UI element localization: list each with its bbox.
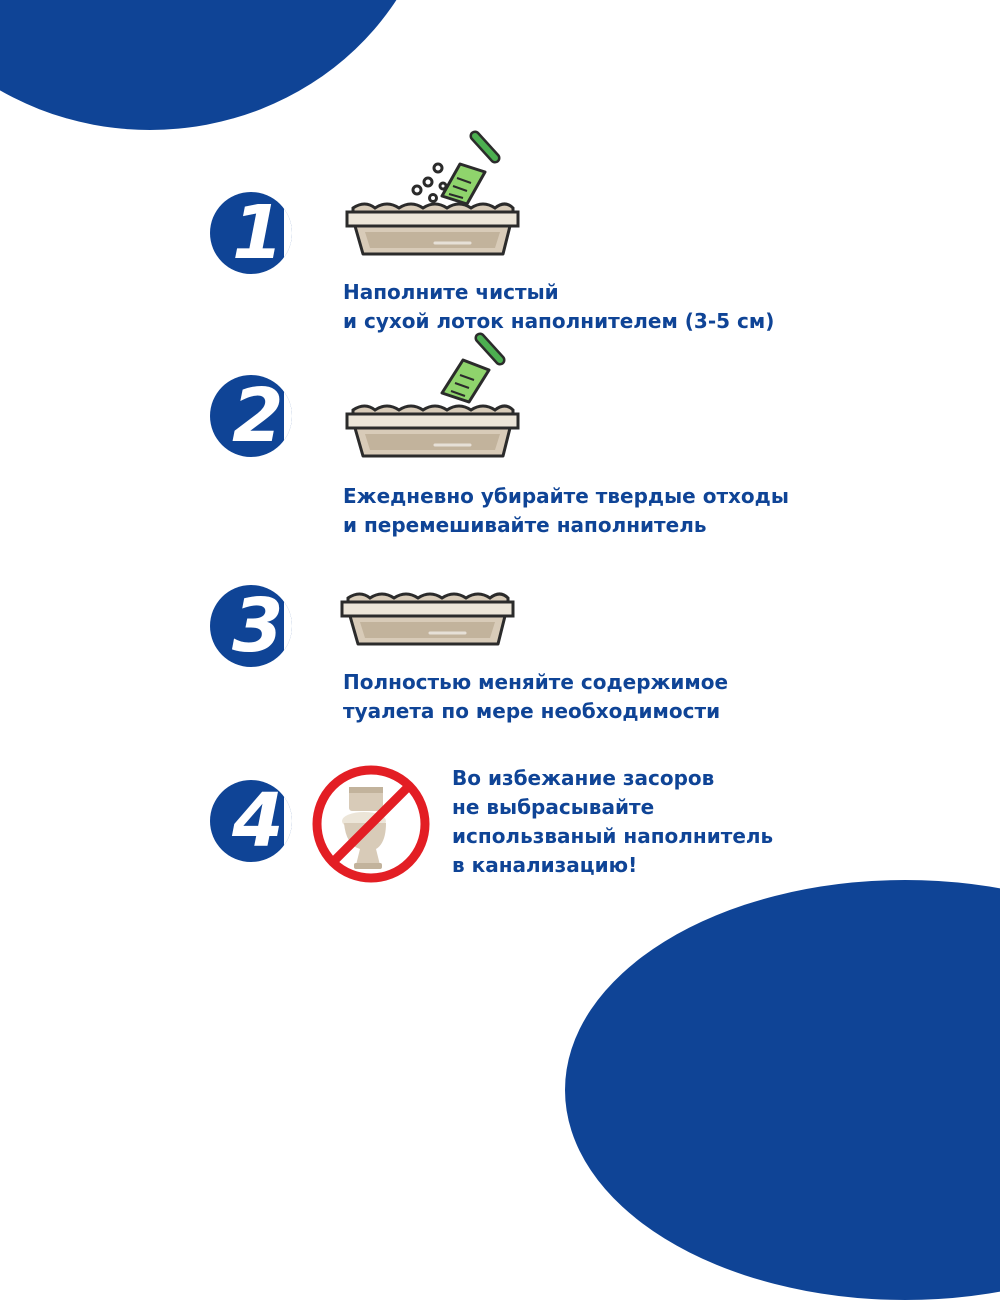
- step-3-text-line-1: Полностью меняйте содержимое: [343, 670, 729, 694]
- step-2-number-badge: [210, 375, 292, 457]
- step-3-text: [343, 668, 728, 726]
- no-toilet-icon: [312, 765, 430, 883]
- step-2-number: 2: [232, 375, 284, 457]
- decorative-blob-top-left: [0, 0, 440, 130]
- step-2-text-line-2: и перемешивайте наполнитель: [343, 513, 707, 537]
- step-3-text-line-2: туалета по мере необходимости: [343, 699, 721, 723]
- step-3-number-badge: [210, 585, 292, 667]
- step-1-text-line-2: и сухой лоток наполнителем (3-5 см): [343, 309, 775, 333]
- step-4-number-badge: [210, 780, 292, 862]
- step-4-text-line-4: в канализацию!: [452, 853, 638, 877]
- decorative-blob-bottom-right: [565, 880, 1000, 1300]
- step-4-text-line-3: использваный наполнитель: [452, 824, 774, 848]
- litter-tray-icon: [340, 585, 515, 650]
- step-3-number: 3: [232, 585, 284, 667]
- step-1-number: 1: [232, 192, 284, 274]
- step-2-text-line-1: Ежедневно убирайте твердые отходы: [343, 484, 789, 508]
- litter-tray-with-scoop-icon: [345, 330, 520, 462]
- step-1-text: [343, 278, 774, 336]
- litter-tray-with-scoop-icon: [345, 128, 520, 260]
- step-1-text-line-1: Наполните чистый: [343, 280, 559, 304]
- step-4-text-line-2: не выбрасывайте: [452, 795, 655, 819]
- step-1-number-badge: [210, 192, 292, 274]
- step-2-text: [343, 482, 789, 540]
- step-4-number: 4: [232, 780, 284, 862]
- step-4-text-line-1: Во избежание засоров: [452, 766, 715, 790]
- step-4-text: [452, 764, 773, 880]
